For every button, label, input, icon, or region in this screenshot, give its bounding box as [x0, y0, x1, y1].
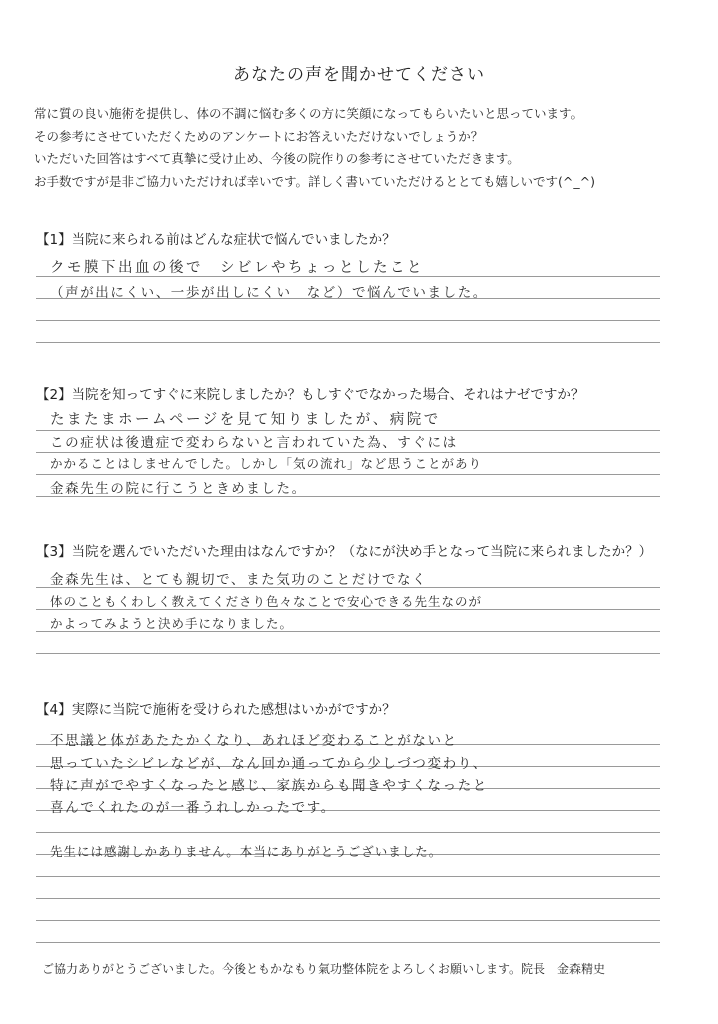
handwritten-answer-4-line-1: 不思議と体があたたかくなり、あれほど変わることがないと — [50, 733, 458, 749]
handwritten-answer-3-line-1: 金森先生は、とても親切で、また気功のことだけでなく — [50, 572, 428, 588]
answer-rule — [36, 876, 660, 877]
question-4-section — [36, 701, 660, 951]
footer-thanks: ご協力ありがとうございました。今後ともかなもり氣功整体院をよろしくお願いします。院長 金森精史 — [42, 962, 606, 976]
handwritten-answer-1-line-2: （声が出にくい、一歩が出しにくい など）で悩んでいました。 — [50, 285, 488, 301]
question-3-label: 【3】当院を選んでいただいた理由はなんですか？（なにが決め手となって当院に来られましたか？） — [36, 544, 653, 560]
handwritten-answer-4-line-6: 先生には感謝しかありません。本当にありがとうございました。 — [50, 844, 443, 859]
handwritten-answer-4-line-3: 特に声がでやすくなったと感じ、家族からも聞きやすくなったと — [50, 778, 488, 794]
question-4-label: 【4】実際に当院で施術を受けられた感想はいかがですか？ — [36, 702, 396, 718]
question-3-section — [36, 543, 660, 663]
answer-rule — [36, 898, 660, 899]
handwritten-answer-1-line-1: クモ膜下出血の後で シビレやちょっとしたこと — [50, 260, 424, 276]
handwritten-answer-2-line-3: かかることはしませんでした。しかし「気の流れ」など思うことがあり — [50, 456, 483, 471]
answer-rule — [36, 452, 660, 453]
handwritten-answer-4-line-2: 思っていたシビレなどが、なん回か通ってから少しづつ変わり、 — [50, 756, 488, 772]
handwritten-answer-2-line-4: 金森先生の院に行こうときめました。 — [50, 481, 307, 497]
handwritten-answer-2-line-1: たまたまホームページを見て知りましたが、病院で — [50, 412, 441, 428]
answer-rule — [36, 920, 660, 921]
page-title: あなたの声を聞かせてください — [233, 65, 485, 85]
question-2-label: 【2】当院を知ってすぐに来院しましたか？もしすぐでなかった場合、それはナゼですか？ — [36, 387, 585, 403]
handwritten-answer-4-line-4: 喜んでくれたのが一番うれしかったです。 — [50, 800, 336, 816]
handwritten-answer-3-line-2: 体のこともくわしく教えてくださり色々なことで安心できる先生なのが — [50, 594, 483, 609]
handwritten-answer-2-line-2: この症状は後遺症で変わらないと言われていた為、すぐには — [50, 435, 458, 451]
answer-rule — [36, 342, 660, 343]
question-1-label: 【1】当院に来られる前はどんな症状で悩んでいましたか？ — [36, 232, 396, 248]
question-2-section — [36, 386, 660, 506]
answer-rule — [36, 942, 660, 943]
answer-rule — [36, 653, 660, 654]
question-1-section — [36, 231, 660, 346]
intro-line: いただいた回答はすべて真摯に受け止め、今後の院作りの参考にさせていただきます。 — [34, 151, 520, 166]
intro-line: 常に質の良い施術を提供し、体の不調に悩む多くの方に笑顔になってもらいたいと思っています。 — [34, 106, 584, 121]
intro-line: お手数ですが是非ご協力いただければ幸いです。詳しく書いていただけるととても嬉しいです(^_^) — [34, 173, 595, 189]
intro-text — [34, 103, 694, 193]
handwritten-answer-3-line-3: かよってみようと決め手になりました。 — [50, 616, 294, 631]
answer-rule — [36, 320, 660, 321]
answer-rule — [36, 832, 660, 833]
intro-line: その参考にさせていただくためのアンケートにお答えいただけないでしょうか？ — [34, 128, 484, 144]
answer-rule — [36, 474, 660, 475]
